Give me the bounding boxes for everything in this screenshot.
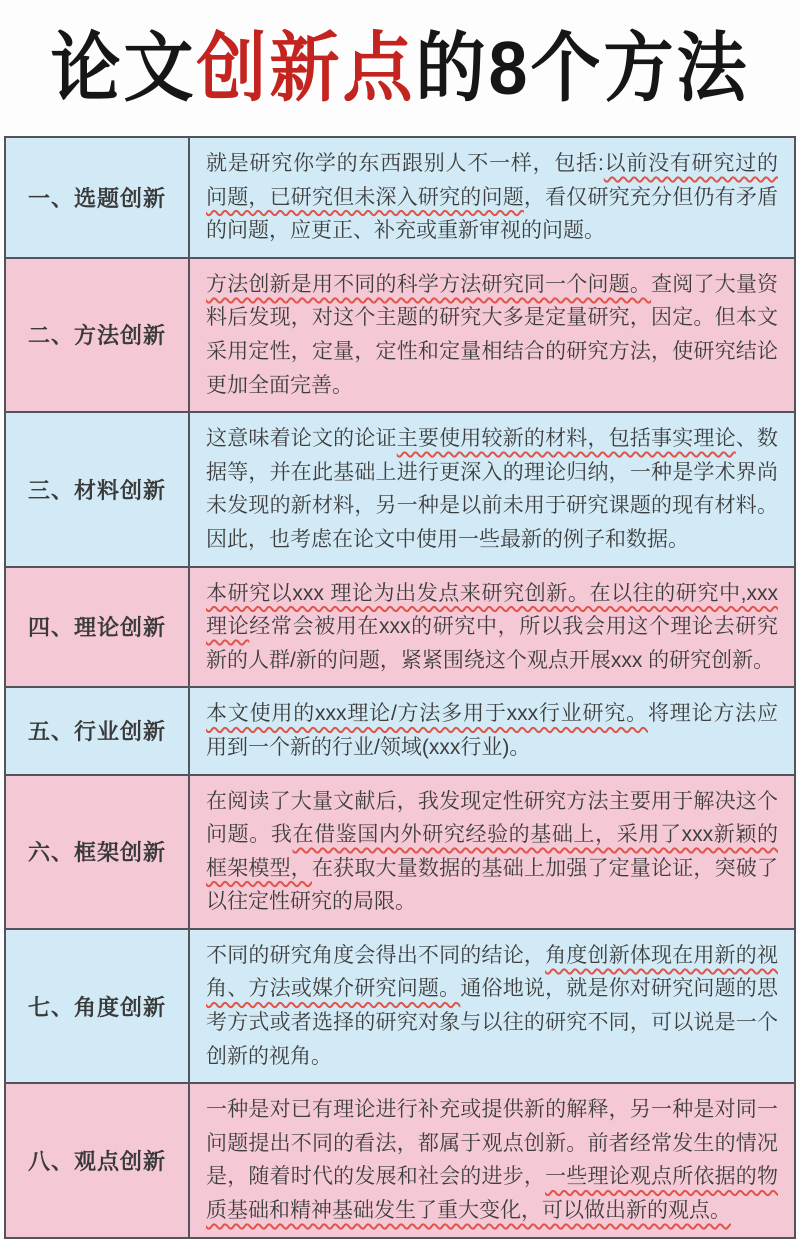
table-row	[6, 257, 794, 411]
row-label: 六、框架创新	[6, 776, 190, 928]
table-row	[6, 138, 794, 257]
plain-text: ，看仅研究充分但仍有矛盾的问题，应更正、补充或重新审视的问题。	[206, 185, 779, 243]
row-label: 七、角度创新	[6, 930, 190, 1082]
plain-text: 经常会被用在xxx的研究中，所以我会用这个理论去研究新的人群/新的问题，紧紧围绕这个观点开展xxx 的研究创新。	[206, 615, 779, 672]
plain-text: 将理论方法应用到一个新的行业/领域(xxx行业)。	[206, 702, 778, 759]
table-row	[6, 566, 794, 687]
row-label: 一、选题创新	[6, 138, 190, 257]
highlighted-phrase: 角度创新体现在用新的视角、方法或媒介研究问题。	[206, 943, 779, 1001]
innovation-methods-table	[4, 136, 796, 1239]
plain-text: 查阅了大量资料后发现，对这个主题的研究大多是定量研究，因定。但本文采用定性，定量，定性和定量相结合的研究方法，使研究结论更加全面完善。	[206, 272, 779, 397]
plain-text: 就是研究你学的东西跟别人不一样，包括:	[206, 152, 604, 175]
row-description	[190, 1084, 794, 1236]
row-description	[190, 259, 794, 411]
title-suffix: 的8个方法	[415, 25, 750, 111]
row-label: 八、观点创新	[6, 1084, 190, 1236]
row-label: 四、理论创新	[6, 568, 190, 687]
plain-text: 这意味着论文的论证	[206, 427, 397, 451]
page-title	[50, 25, 750, 111]
highlighted-phrase: 本文使用的xxx理论/方法多用于xxx行业研究。	[206, 702, 648, 726]
table-row	[6, 928, 794, 1082]
plain-text: 通俗地说，就是你对研究问题的思考方式或者选择的研究对象与以往的研究不同，可以说是一个创新的视角。	[206, 977, 779, 1068]
title-area	[0, 0, 800, 136]
highlighted-phrase: 以前没有研究过的问题，已研究但未深入研究的问题	[206, 152, 778, 209]
plain-text: 一种是对已有理论进行补充或提供新的解释，另一种是对同一问题提出不同的看法，都属于观点创新。前者经常发生的情况是，随着时代的发展和社会的进步，	[206, 1098, 778, 1189]
row-description	[190, 568, 794, 687]
highlighted-phrase: 方法创新是用不同的科学方法研究同一个问题。	[206, 272, 652, 296]
title-highlight: 创新点	[196, 25, 416, 111]
row-description	[190, 688, 794, 773]
table-row	[6, 774, 794, 928]
table-row	[6, 1082, 794, 1236]
highlighted-phrase: 在借鉴国内外研究经验的基础上，采用了xxx新颖的框架模型，	[206, 823, 779, 880]
plain-text: 、数据等，并在此基础上进行更深入的理论归纳，一种是学术界尚未发现的新材料，另一种是以前未用于研究课题的现有材料。因此，也考虑在论文中使用一些最新的例子和数据。	[206, 427, 779, 551]
highlighted-phrase: 主要使用较新的材料，包括事实理论	[396, 427, 736, 451]
row-description	[190, 138, 794, 257]
row-label: 三、材料创新	[6, 413, 190, 565]
table-row	[6, 411, 794, 565]
row-label: 二、方法创新	[6, 259, 190, 411]
plain-text: 在阅读了大量文献后，我发现定性研究方法主要用于解决这个问题。我	[206, 789, 778, 847]
table-row	[6, 686, 794, 773]
highlighted-phrase: 本研究以xxx 理论为出发点来研究创新。在以往的研究中,xxx理论	[206, 581, 778, 639]
row-label: 五、行业创新	[6, 688, 190, 773]
row-description	[190, 776, 794, 928]
plain-text: 不同的研究角度会得出不同的结论，	[206, 943, 546, 967]
row-description	[190, 930, 794, 1082]
title-prefix: 论文	[50, 25, 197, 111]
plain-text: 在获取大量数据的基础上加强了定量论证，突破了以往定性研究的局限。	[206, 856, 779, 914]
row-description	[190, 413, 794, 565]
highlighted-phrase: 一些理论观点所依据的物质基础和精神基础发生了重大变化，可以做出新的观点。	[206, 1165, 779, 1223]
